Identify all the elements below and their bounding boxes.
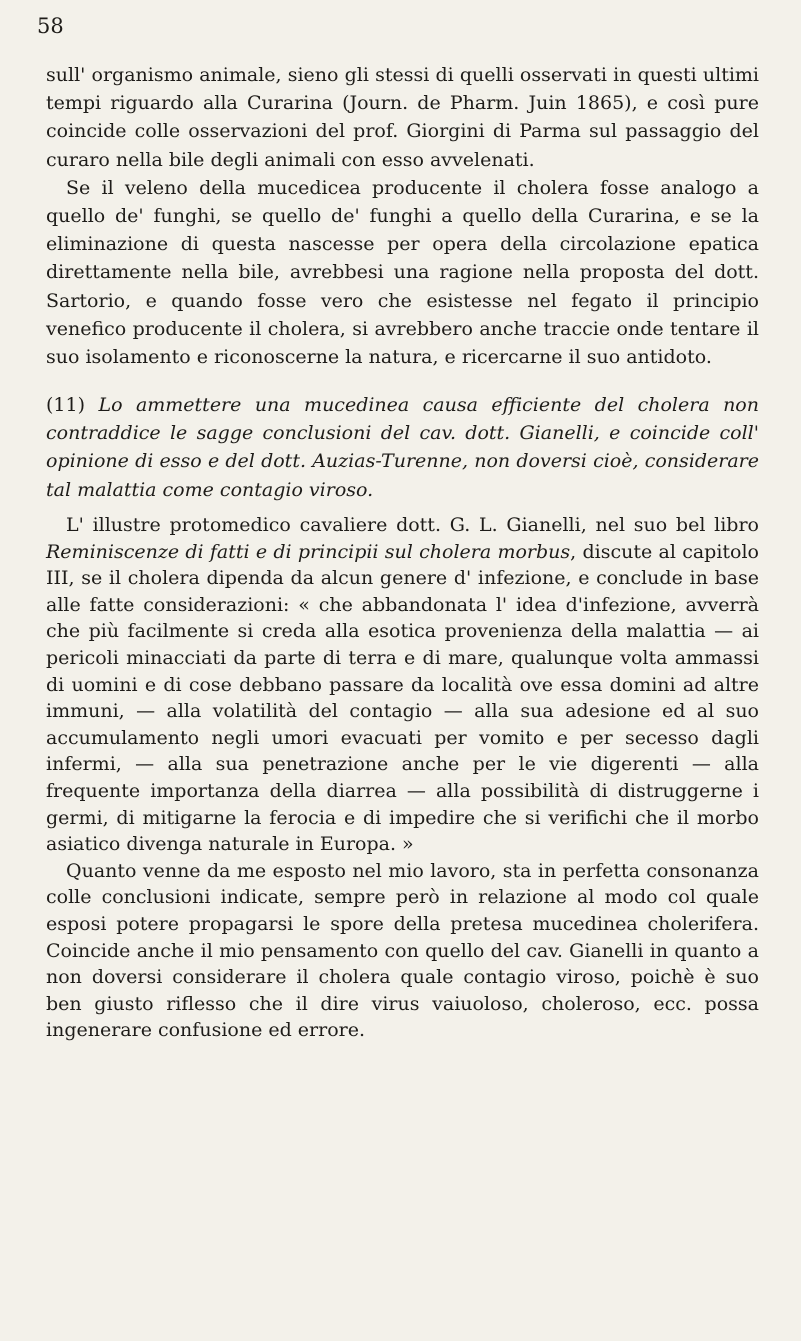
section-11-heading	[46, 391, 759, 504]
page-number: 58	[37, 14, 64, 38]
book-title: Reminiscenze di fatti e di principii sul cholera morbus	[46, 540, 571, 563]
paragraph-veleno: Se il veleno della mucedicea producente il cholera fosse analogo a quello de' funghi, se quello de' funghi a quello della Curarina, e se la eliminazione di questa nascesse per opera della circolazione epatica direttamente nella bile, avrebbesi una ragione nella proposta del dott. Sartorio, e quando fosse vero che esistesse nel fegato il principio venefico producente il cholera, si avrebbero anche traccie onde tentare il suo isolamento e riconoscerne la natura, e ricercarne il suo antidoto.	[46, 176, 759, 369]
paragraph-consonanza: Quanto venne da me esposto nel mio lavoro, sta in perfetta consonanza colle conclusioni indicate, sempre però in relazione al modo col quale esposi potere propagarsi le spore della pretesa mucedinea cholerifera. Coincide anche il mio pensamento con quello del cav. Gianelli in quanto a non doversi considerare il cholera quale contagio viroso, poichè è suo ben giusto riflesso che il dire virus vaiuoloso, choleroso, ecc. possa ingenerare confusione ed errore.	[46, 859, 759, 1042]
opening-paragraphs	[46, 61, 759, 371]
section-number: (11)	[46, 394, 86, 416]
paragraph-curarina: sull' organismo animale, sieno gli stessi di quelli osservati in questi ultimi tempi riguardo alla Curarina (Journ. de Pharm. Juin 1865), e così pure coincide colle osservazioni del prof. Giorgini di Parma sul passaggio del curaro nella bile degli animali con esso avvelenati.	[46, 64, 759, 171]
paragraph-gianelli	[46, 512, 759, 858]
closing-paragraphs	[46, 512, 759, 1044]
paragraph-gianelli-intro: L' illustre protomedico cavaliere dott. G. L. Gianelli, nel suo bel libro	[66, 514, 759, 536]
section-heading-text: Lo ammettere una mucedinea causa efficiente del cholera non contraddice le sagge conclusioni del cav. dott. Gianelli, e coincide coll' opinione di esso e del dott. Auzias-Turenne, non doversi cioè, considerare tal malattia come contagio viroso.	[46, 394, 759, 501]
paragraph-gianelli-quote: , discute al capitolo III, se il cholera dipenda da alcun genere d' infezione, e conclude in base alle fatte considerazioni: « che abbandonata l' idea d'infezione, avverrà che più facilmente si creda alla esotica provenienza della malattia — ai pericoli minacciati da parte di terra e di mare, qualunque volta ammassi di uomini e di cose debbano passare da località ove essa domini ad altre immuni, — alla volatilità del contagio — alla sua adesione ed al suo accumulamento negli umori evacuati per vomito e per secesso dagli infermi, — alla sua penetrazione anche per le vie digerenti — alla frequente importanza della diarrea — alla possibilità di distruggerne i germi, di mitigarne la ferocia e di impedire che si verifichi che il morbo asiatico divenga naturale in Europa. »	[46, 540, 759, 856]
section-heading	[46, 391, 759, 504]
